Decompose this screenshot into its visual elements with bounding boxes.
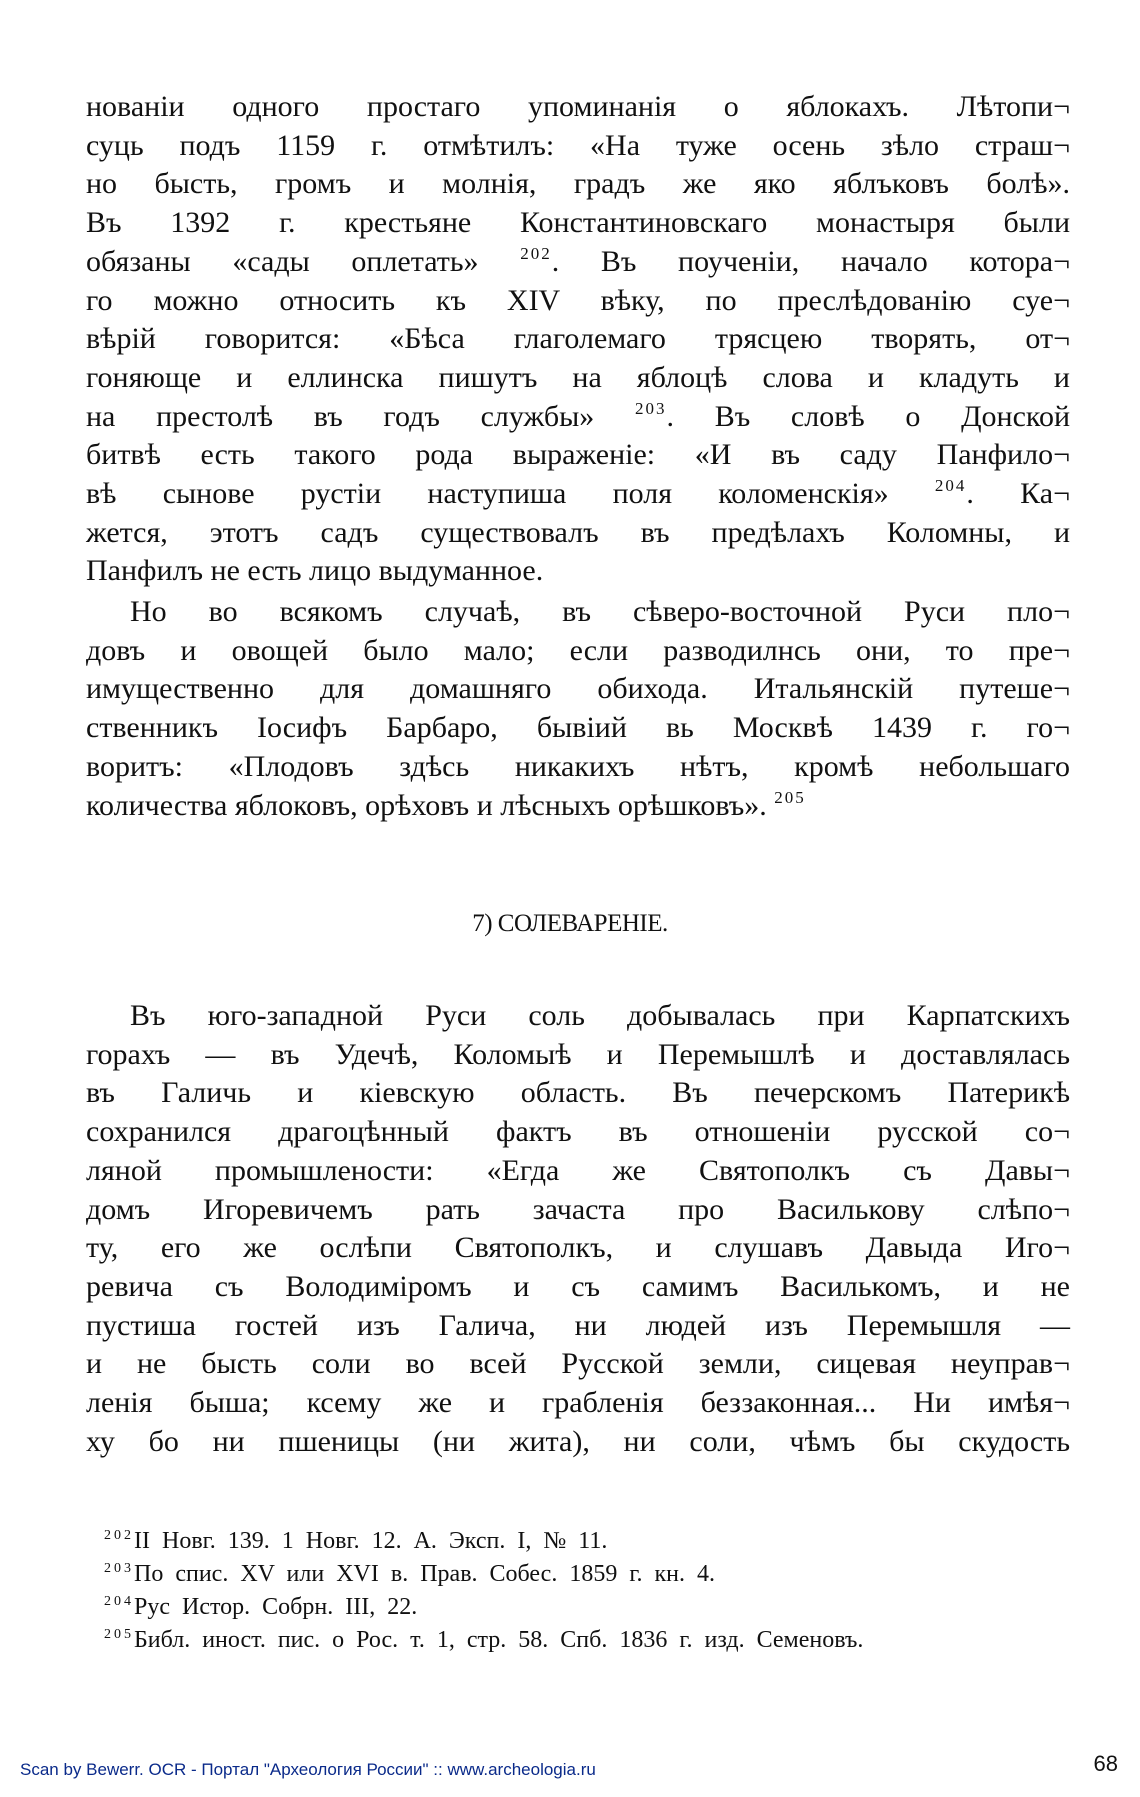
text-segment: . Въ поученiи, начало котора¬: [551, 244, 1071, 278]
footnote-text: Библ. иност. пис. о Рос. т. 1, стр. 58. Спб. 1836 г. изд. Семеновъ.: [134, 1627, 864, 1653]
footnote: [104, 1525, 1064, 1558]
footnote-ref: 204: [934, 476, 967, 496]
scan-credit: Scan by Bewerr. OCR - Портал "Археология России" :: www.archeologia.ru: [20, 1760, 596, 1779]
footnote: [104, 1558, 1064, 1591]
text-line: ляной промышлености: «Егда же Святополкъ съ Давы¬: [86, 1153, 1070, 1187]
text-segment: . Въ словѣ о Донской: [666, 399, 1071, 433]
text-segment: количества яблоковъ, орѣховъ и лѣсныхъ орѣшковъ».: [86, 788, 767, 822]
text-line: но бысть, громъ и молнiя, градъ же яко яблъковъ болѣ».: [86, 167, 1070, 201]
text-line: битвѣ есть такого рода выраженiе: «И въ саду Панфило¬: [86, 438, 1070, 472]
text-line: довъ и овощей было мало; если разводилнсь они, то пре¬: [86, 633, 1070, 667]
text-line: имущественно для домашняго обихода. Итальянскiй путеше¬: [86, 672, 1070, 706]
footnote-number: 204: [104, 1594, 134, 1609]
text-line: воритъ: «Плодовъ здѣсь никакихъ нѣтъ, кромѣ небольшаго: [86, 749, 1070, 783]
text-line: Въ юго-западной Руси соль добывалась при Карпатскихъ: [130, 999, 1070, 1032]
text-segment: на престолѣ въ годъ службы»: [86, 399, 595, 433]
text-line: вѣрiй говорится: «Бѣса глаголемаго трясцею творять, от¬: [86, 322, 1070, 356]
text-line: Въ 1392 г. крестьяне Константиновскаго монастыря были: [86, 206, 1070, 240]
footnote-text: Рус Истор. Собрн. III, 22.: [134, 1594, 418, 1620]
paragraph-2: [86, 593, 1070, 825]
page-number: 68: [1093, 1751, 1118, 1776]
paragraph-1: [86, 88, 1070, 591]
text-line: [86, 787, 1070, 826]
text-line: въ Галичь и кiевскую область. Въ печерскомъ Патерикѣ: [86, 1076, 1070, 1110]
text-line: [86, 398, 1070, 437]
footnote-number: 205: [104, 1627, 134, 1642]
text-segment: обязаны «сады оплетать»: [86, 244, 479, 278]
text-line: Но во всякомъ случаѣ, въ сѣверо-восточной Руси пло¬: [130, 595, 1070, 628]
footnote-number: 202: [104, 1528, 134, 1543]
text-line: [86, 243, 1070, 282]
footnote-number: 203: [104, 1561, 134, 1576]
footnote-text: II Новг. 139. 1 Новг. 12. А. Эксп. I, № 11.: [134, 1528, 608, 1554]
section-heading: 7) СОЛЕВАРЕНIЕ.: [472, 910, 668, 937]
footnote-text: По спис. XV или XVI в. Прав. Собес. 1859 г. кн. 4.: [134, 1561, 715, 1587]
footnotes: [104, 1525, 1064, 1657]
text-line: ленiя быша; ксему же и грабленiя беззаконная... Ни имѣя¬: [86, 1386, 1070, 1420]
text-line: [86, 475, 1070, 514]
paragraph-3: [86, 997, 1070, 1461]
text-line: нованiи одного простаго упоминанiя о яблокахъ. Лѣтопи¬: [86, 90, 1070, 123]
text-line: пустиша гостей изъ Галича, ни людей изъ Перемышля —: [86, 1308, 1070, 1342]
text-line: горахъ — въ Удечѣ, Коломыѣ и Перемышлѣ и доставлялась: [86, 1037, 1070, 1071]
footnote-ref: 203: [634, 398, 667, 418]
text-line: ревича съ Володимiромъ и съ самимъ Василькомъ, и не: [86, 1269, 1070, 1303]
text-line: жется, этотъ садъ существовалъ въ предѣлахъ Коломны, и: [86, 515, 1070, 549]
text-segment: . Ка¬: [966, 477, 1070, 511]
text-line: гоняюще и еллинска пишутъ на яблоцѣ слова и кладуть и: [86, 360, 1070, 394]
text-line: суць подъ 1159 г. отмѣтилъ: «На туже осень зѣло страш¬: [86, 128, 1070, 162]
text-line: Панфилъ не есть лицо выдуманное.: [86, 554, 544, 588]
text-line: ху бо ни пшеницы (ни жита), ни соли, чѣмъ бы скудость: [86, 1424, 1070, 1458]
footnote-ref: 202: [520, 243, 552, 263]
text-line: и не бысть соли во всей Русской земли, сицевая неуправ¬: [86, 1347, 1070, 1381]
text-line: ственникъ Iосифъ Барбаро, бывiий вь Москвѣ 1439 г. го¬: [86, 711, 1070, 745]
footnote-ref: 205: [774, 787, 806, 807]
text-line: ту, его же ослѣпи Святополкъ, и слушавъ Давыда Иго¬: [86, 1231, 1070, 1265]
text-line: сохранился драгоцѣнный фактъ въ отношенiи русской со¬: [86, 1115, 1070, 1149]
text-segment: вѣ сынове рустiи наступиша поля коломенскiя»: [86, 477, 889, 511]
text-line: го можно относить къ XIV вѣку, по преслѣдованiю суе¬: [86, 283, 1070, 317]
footnote: [104, 1591, 1064, 1624]
footnote: [104, 1624, 1064, 1657]
text-line: домъ Игоревичемъ рать зачаста про Василькову слѣпо¬: [86, 1192, 1070, 1226]
